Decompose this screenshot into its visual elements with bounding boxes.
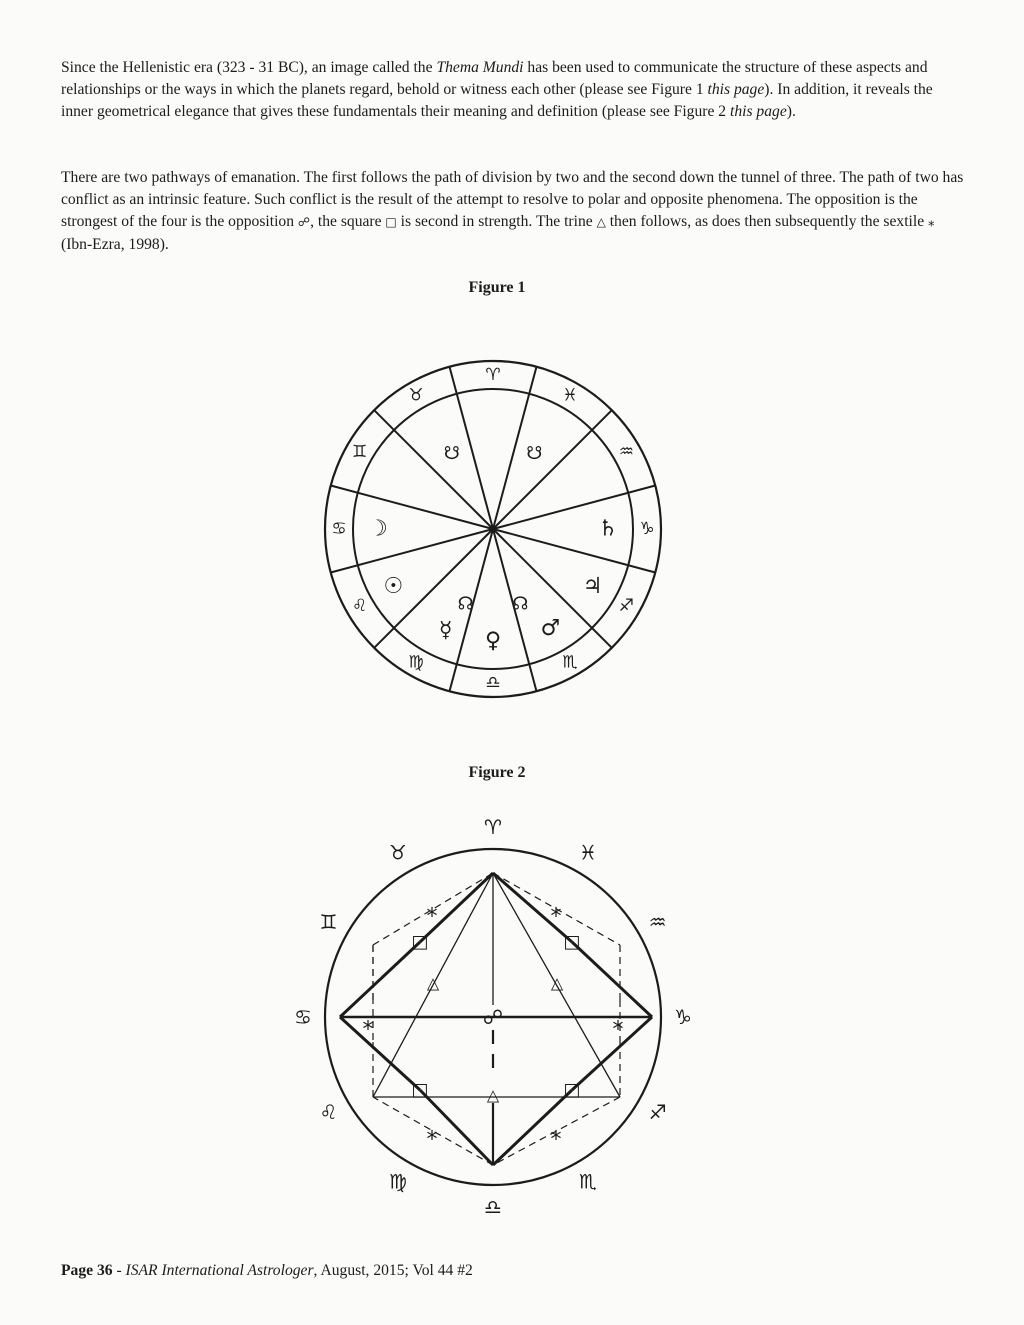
- aries-sign-icon: ♈: [485, 365, 501, 385]
- page-number: Page 36: [61, 1262, 113, 1279]
- text-run: has been used to communicate the structure of these aspects and relationships or the ways in which the planets regard, behold or witness each other (please see Figure 1: [61, 59, 928, 98]
- virgo-sign-icon: ♍: [408, 652, 424, 673]
- figure-1-title: Figure 1: [468, 279, 526, 296]
- sagittarius-sign-icon: ♐: [618, 596, 634, 616]
- sun-icon: ☉: [383, 574, 404, 599]
- opposition-symbol: ☍: [297, 215, 311, 229]
- venus-icon: ♀: [484, 628, 502, 654]
- text-run: then follows, as does then subsequently the sextile: [605, 213, 929, 230]
- trine-symbol: △: [596, 215, 606, 229]
- issue-info: , August, 2015; Vol 44 #2: [313, 1262, 473, 1279]
- libra-sign-icon: ♎: [485, 673, 501, 693]
- aquarius-sign-icon: ♒: [618, 442, 634, 462]
- square-icon: □: [411, 1079, 429, 1101]
- trine-icon: △: [550, 973, 564, 993]
- cancer-sign-icon: ♋: [294, 1005, 312, 1029]
- planet-glyphs: [368, 441, 618, 654]
- thema-mundi-wheel: [0, 350, 1024, 710]
- sextile-icon: ⁎: [426, 1120, 438, 1146]
- sextile-icon: ⁎: [362, 1010, 374, 1036]
- footer-separator: -: [112, 1262, 126, 1279]
- leo-sign-icon: ♌: [319, 1100, 338, 1124]
- pisces-sign-icon: ♓: [579, 840, 597, 865]
- moon-icon: ☽: [368, 516, 388, 542]
- node-d-icon: ☊: [457, 593, 474, 615]
- trine-icon: △: [486, 1085, 500, 1105]
- square-icon: □: [411, 931, 429, 953]
- text-run: (Ibn-Ezra, 1998).: [61, 236, 169, 253]
- leo-sign-icon: ♌: [352, 596, 368, 616]
- gemini-sign-icon: ♊: [352, 442, 368, 462]
- mars-icon: ♂: [540, 616, 561, 642]
- opposition-icon: ☍: [482, 1005, 504, 1029]
- text-run: , the square: [310, 213, 386, 230]
- text-run-italic: this page: [730, 103, 787, 120]
- aquarius-sign-icon: ♒: [648, 910, 667, 934]
- virgo-sign-icon: ♍: [389, 1169, 407, 1194]
- scorpio-sign-icon: ♏: [562, 652, 578, 673]
- sextile-icon: ⁎: [612, 1010, 624, 1036]
- square-line: [572, 942, 652, 1017]
- taurus-sign-icon: ♉: [408, 385, 424, 406]
- capricorn-sign-icon: ♑: [639, 519, 655, 539]
- scorpio-sign-icon: ♏: [579, 1169, 597, 1194]
- text-run: ).: [786, 103, 796, 120]
- page-footer: [61, 1262, 473, 1280]
- journal-name: ISAR International Astrologer: [125, 1262, 314, 1279]
- square-symbol: □: [385, 215, 397, 229]
- capricorn-sign-icon: ♑: [674, 1005, 692, 1029]
- trine-icon: △: [426, 973, 440, 993]
- libra-sign-icon: ♎: [484, 1195, 502, 1219]
- mercury-icon: ☿: [438, 618, 453, 644]
- text-run: ). In addition, it reveals the inner geometrical elegance that gives these fundamentals their meaning and definition (please see Figure 2: [61, 81, 933, 120]
- node-c-icon: ☊: [512, 593, 529, 615]
- text-run-italic: this page: [707, 81, 765, 98]
- house-spoke: [374, 410, 493, 529]
- sextile-icon: ⁎: [550, 897, 562, 923]
- square-line: [340, 942, 420, 1017]
- figure-2-title: Figure 2: [468, 764, 526, 781]
- gemini-sign-icon: ♊: [319, 910, 338, 934]
- square-icon: □: [563, 1079, 581, 1101]
- aspect-geometry-diagram: [0, 815, 1024, 1219]
- text-run: Since the Hellenistic era (323 - 31 BC), an image called the: [61, 59, 437, 76]
- node-b-icon: ☊: [526, 440, 543, 462]
- node-a-icon: ☊: [443, 440, 460, 462]
- pisces-sign-icon: ♓: [562, 385, 578, 406]
- aries-sign-icon: ♈: [484, 815, 502, 839]
- intro-paragraph: [61, 57, 966, 123]
- square-line: [340, 1017, 420, 1090]
- sextile-symbol: ⁎: [928, 215, 935, 230]
- taurus-sign-icon: ♉: [389, 840, 407, 865]
- square-icon: □: [563, 931, 581, 953]
- text-run: There are two pathways of emanation. The first follows the path of division by two and the second down the tunnel of three. The path of two has conflict as an intrinsic feature. Such conflict is the result of the attempt to resolve to polar and opposite phenomena. The opposition is the strongest of the four is the opposition: [61, 169, 964, 230]
- jupiter-icon: ♃: [582, 574, 603, 599]
- sextile-icon: ⁎: [550, 1120, 562, 1146]
- emanation-paragraph: [61, 167, 966, 256]
- sextile-icon: ⁎: [426, 897, 438, 923]
- sagittarius-sign-icon: ♐: [648, 1100, 667, 1124]
- text-run-italic: Thema Mundi: [436, 59, 524, 76]
- text-run: is second in strength. The trine: [396, 213, 597, 230]
- cancer-sign-icon: ♋: [331, 519, 347, 539]
- house-spoke: [493, 410, 612, 529]
- saturn-icon: ♄: [598, 516, 618, 542]
